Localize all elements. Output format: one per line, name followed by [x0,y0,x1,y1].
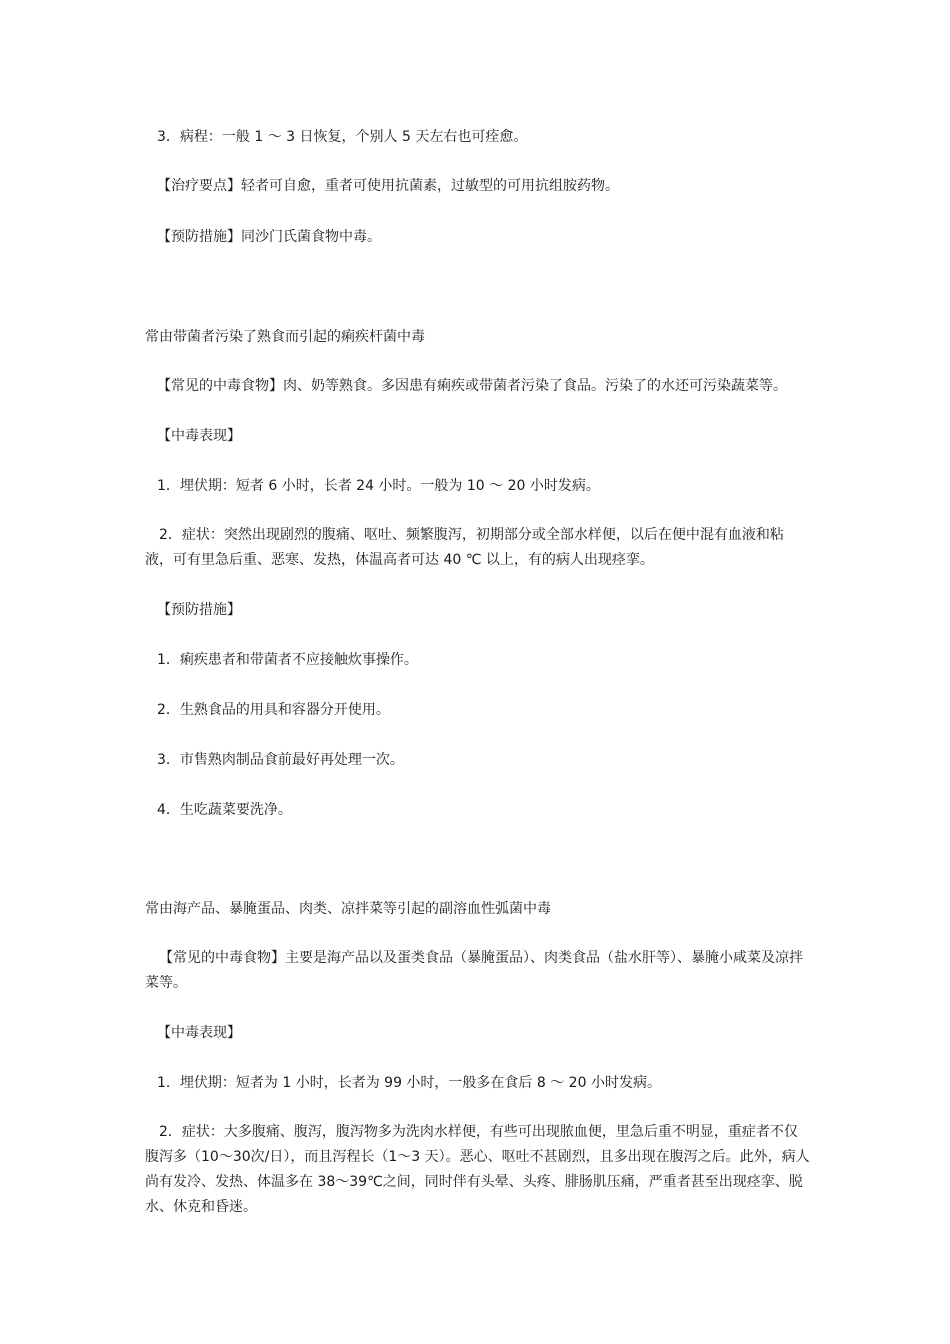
dysentery-common-foods: 【常见的中毒食物】肉、奶等熟食。多因患有痢疾或带菌者污染了食品。污染了的水还可污染蔬菜等。 [157,378,787,394]
dysentery-symptoms: 2．症状：突然出现剧烈的腹痛、呕吐、频繁腹泻，初期部分或全部水样便，以后在便中混有血液和粘液，可有里急后重、恶寒、发热，体温高者可达 40 ℃ 以上，有的病人出现痉挛。 [145,527,784,568]
dysentery-prevention-item: 3．市售熟肉制品食前最好再处理一次。 [157,752,404,768]
dysentery-prevention-item: 1．痢疾患者和带菌者不应接触炊事操作。 [157,652,418,668]
course-line: 3．病程：一般 1 ～ 3 日恢复，个别人 5 天左右也可痊愈。 [157,129,528,145]
dysentery-symptoms-heading: 【中毒表现】 [157,428,241,444]
vibrio-incubation: 1．埋伏期：短者为 1 小时，长者为 99 小时，一般多在食后 8 ～ 20 小时发病。 [157,1075,661,1091]
section-title-vibrio: 常由海产品、暴腌蛋品、肉类、凉拌菜等引起的副溶血性弧菌中毒 [145,901,551,917]
dysentery-prevention-heading: 【预防措施】 [157,602,241,618]
dysentery-prevention-item: 4．生吃蔬菜要洗净。 [157,802,292,818]
dysentery-prevention-item: 2．生熟食品的用具和容器分开使用。 [157,702,390,718]
section-title-dysentery: 常由带菌者污染了熟食而引起的痢疾杆菌中毒 [145,329,425,345]
vibrio-symptoms: 2．症状：大多腹痛、腹泻，腹泻物多为洗肉水样便，有些可出现脓血便，里急后重不明显，重症者不仅腹泻多（10～30次/日），而且泻程长（1～3 天）。恶心、呕吐不甚剧烈，且多出现在腹泻之后。此外，病人尚有发冷、发热、体温多在 38～39℃之间，同时伴有头晕、头疼、腓肠肌压痛，严重者甚至出现痉挛、脱水、休克和昏迷。 [145,1124,810,1215]
vibrio-common-foods: 【常见的中毒食物】主要是海产品以及蛋类食品（暴腌蛋品）、肉类食品（盐水肝等）、暴腌小咸菜及凉拌菜等。 [145,950,803,991]
prevention-line: 【预防措施】同沙门氏菌食物中毒。 [157,229,381,245]
dysentery-incubation: 1．埋伏期：短者 6 小时，长者 24 小时。一般为 10 ～ 20 小时发病。 [157,478,600,494]
treatment-line: 【治疗要点】轻者可自愈，重者可使用抗菌素，过敏型的可用抗组胺药物。 [157,178,619,194]
vibrio-symptoms-heading: 【中毒表现】 [157,1025,241,1041]
